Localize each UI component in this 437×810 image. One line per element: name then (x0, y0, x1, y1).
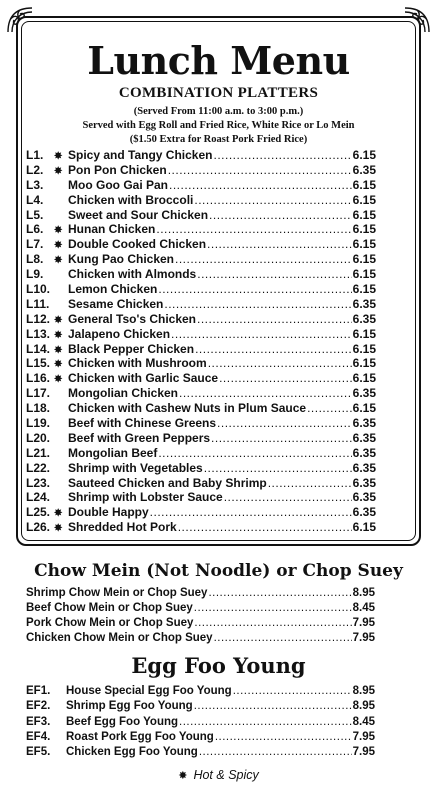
item-price: 6.15 (352, 222, 376, 237)
menu-item (26, 252, 376, 267)
item-name: Double Happy (68, 505, 149, 520)
hot-pepper-icon: ✸ (54, 523, 63, 535)
menu-item (26, 490, 376, 505)
item-price: 6.35 (352, 416, 376, 431)
item-price: 6.35 (352, 505, 376, 520)
item-price: 6.35 (352, 475, 376, 490)
item-price: 8.45 (352, 715, 375, 728)
dot-leader (175, 252, 352, 267)
item-price: 6.35 (352, 460, 376, 475)
menu-item (26, 342, 376, 357)
hot-pepper-icon: ✸ (54, 329, 63, 341)
chow-mein-title: Chow Mein (Not Noodle) or Chop Suey (34, 561, 403, 581)
hot-pepper-icon: ✸ (54, 359, 63, 371)
item-price: 6.35 (352, 296, 376, 311)
menu-item (26, 431, 376, 446)
menu-item (26, 715, 375, 730)
dot-leader (195, 342, 352, 357)
item-name: House Special Egg Foo Young (66, 685, 232, 697)
item-code: L6. (26, 222, 44, 237)
item-price: 6.35 (352, 490, 376, 505)
menu-item (26, 730, 375, 745)
item-price: 6.15 (352, 148, 376, 162)
item-price: 6.15 (352, 520, 376, 535)
item-name: Chicken with Cashew Nuts in Plum Sauce (68, 401, 307, 416)
hot-pepper-icon: ✸ (54, 314, 63, 326)
item-code: L1. (26, 148, 44, 162)
dot-leader (207, 237, 352, 252)
item-price: 6.15 (352, 267, 376, 282)
menu-item (26, 178, 376, 193)
item-price: 6.35 (352, 386, 376, 401)
served-hours-note: (Served From 11:00 a.m. to 3:00 p.m.) (133, 106, 304, 117)
dot-leader (158, 282, 351, 297)
extra-charge-note: ($1.50 Extra for Roast Pork Fried Rice) (129, 134, 308, 145)
item-name: Shrimp with Vegetables (68, 460, 203, 475)
item-name: Double Cooked Chicken (68, 237, 207, 252)
item-price: 6.35 (352, 162, 376, 177)
hot-pepper-icon: ✸ (54, 344, 63, 356)
item-name: Chicken with Mushroom (68, 356, 207, 371)
menu-item (26, 699, 375, 714)
item-price: 7.95 (352, 617, 375, 629)
item-name: Chicken with Almonds (68, 267, 197, 282)
item-price: 6.15 (352, 237, 376, 252)
dot-leader (156, 222, 351, 237)
menu-item (26, 684, 375, 699)
item-code: L18. (26, 401, 51, 416)
dot-leader (194, 699, 352, 714)
hot-pepper-icon: ✸ (54, 508, 63, 520)
item-code: L10. (26, 282, 51, 297)
hot-pepper-icon: ✸ (54, 225, 63, 237)
item-name: Moo Goo Gai Pan (68, 177, 169, 192)
item-code: L16. (26, 371, 51, 386)
item-price: 6.15 (352, 207, 376, 222)
item-price: 6.15 (352, 326, 376, 341)
item-code: L20. (26, 430, 51, 445)
item-name: Sesame Chicken (68, 296, 164, 311)
item-price: 8.95 (352, 587, 375, 599)
dot-leader (179, 715, 352, 730)
item-price: 8.45 (352, 602, 375, 614)
section-subtitle: COMBINATION PLATTERS (118, 85, 319, 101)
dot-leader (213, 148, 351, 163)
dot-leader (211, 431, 352, 446)
dot-leader (179, 386, 352, 401)
item-code: L24. (26, 490, 51, 505)
dot-leader (217, 416, 352, 431)
item-price: 6.15 (352, 252, 376, 267)
menu-item (26, 386, 376, 401)
item-name: Beef with Green Peppers (68, 430, 211, 445)
menu-item (26, 237, 376, 252)
item-price: 8.95 (352, 685, 375, 697)
menu-item (26, 745, 375, 760)
item-code: L12. (26, 311, 51, 326)
menu-item (26, 222, 376, 237)
item-name: Mongolian Chicken (68, 386, 179, 401)
item-code: L23. (26, 475, 51, 490)
corner-ornament-icon (6, 6, 34, 34)
item-price: 6.15 (352, 341, 376, 356)
item-code: L13. (26, 326, 51, 341)
item-name: Chicken Chow Mein or Chop Suey (26, 632, 213, 644)
menu-item (26, 520, 376, 535)
item-code: L17. (26, 386, 51, 401)
dot-leader (219, 371, 352, 386)
item-code: L4. (26, 192, 44, 207)
item-name: Kung Pao Chicken (68, 252, 175, 267)
item-name: Black Pepper Chicken (68, 341, 195, 356)
item-code: EF5. (26, 746, 51, 759)
item-price: 7.95 (352, 746, 375, 759)
item-code: L22. (26, 460, 51, 475)
item-name: Shredded Hot Pork (68, 520, 177, 535)
dot-leader (199, 745, 352, 760)
item-code: L25. (26, 505, 51, 520)
menu-item (26, 601, 375, 616)
item-code: L7. (26, 237, 44, 252)
menu-item (26, 371, 376, 386)
menu-item (26, 631, 375, 646)
item-code: L2. (26, 162, 44, 177)
item-price: 6.15 (352, 192, 376, 207)
item-code: EF4. (26, 730, 51, 743)
dot-leader (204, 461, 352, 476)
menu-item (26, 356, 376, 371)
item-name: Beef Egg Foo Young (66, 715, 179, 728)
legend (0, 768, 437, 782)
dot-leader (171, 327, 352, 342)
item-price: 8.95 (352, 700, 375, 713)
item-price: 6.15 (352, 356, 376, 371)
item-name: General Tso's Chicken (68, 311, 197, 326)
dot-leader (194, 601, 352, 616)
item-name: Sauteed Chicken and Baby Shrimp (68, 475, 267, 490)
dot-leader (233, 684, 352, 699)
item-code: L11. (26, 296, 50, 311)
lunch-menu-list (26, 148, 376, 535)
menu-item (26, 297, 376, 312)
item-price: 6.35 (352, 311, 376, 326)
item-code: L9. (26, 267, 44, 282)
dot-leader (208, 586, 351, 601)
dot-leader (150, 505, 352, 520)
item-code: L15. (26, 356, 51, 371)
item-code: L21. (26, 445, 51, 460)
menu-item (26, 193, 376, 208)
egg-foo-young-list (26, 684, 375, 760)
item-name: Sweet and Sour Chicken (68, 207, 209, 222)
item-price: 6.15 (352, 282, 376, 297)
item-name: Pon Pon Chicken (68, 162, 167, 177)
item-code: L19. (26, 416, 51, 431)
item-name: Beef Chow Mein or Chop Suey (26, 602, 193, 614)
dot-leader (215, 730, 352, 745)
menu-item (26, 163, 376, 178)
item-name: Lemon Chicken (68, 282, 158, 297)
hot-pepper-icon: ✸ (178, 770, 188, 782)
chow-mein-list (26, 586, 375, 646)
item-name: Beef with Chinese Greens (68, 416, 217, 431)
item-code: L3. (26, 177, 44, 192)
menu-item (26, 208, 376, 223)
dot-leader (208, 356, 352, 371)
item-code: L8. (26, 252, 44, 267)
item-price: 7.95 (352, 632, 375, 644)
legend-label: Hot & Spicy (193, 768, 259, 782)
item-price: 7.95 (352, 730, 375, 743)
corner-ornament-icon (403, 6, 431, 34)
menu-item (26, 312, 376, 327)
hot-pepper-icon: ✸ (54, 240, 63, 252)
menu-item (26, 586, 375, 601)
item-name: Shrimp Chow Mein or Chop Suey (26, 587, 208, 599)
dot-leader (307, 401, 352, 416)
menu-item (26, 416, 376, 431)
item-name: Hunan Chicken (68, 222, 156, 237)
menu-item (26, 505, 376, 520)
item-name: Chicken with Garlic Sauce (68, 371, 219, 386)
dot-leader (197, 267, 351, 282)
menu-item (26, 148, 376, 163)
egg-foo-young-title: Egg Foo Young (131, 653, 306, 678)
item-name: Mongolian Beef (68, 445, 158, 460)
item-code: L14. (26, 341, 51, 356)
item-name: Chicken Egg Foo Young (66, 746, 198, 759)
dot-leader (268, 476, 352, 491)
item-code: L26. (26, 520, 51, 535)
dot-leader (197, 312, 352, 327)
dot-leader (214, 631, 352, 646)
item-name: Shrimp with Lobster Sauce (68, 490, 223, 505)
item-price: 6.35 (352, 430, 376, 445)
hot-pepper-icon: ✸ (54, 151, 63, 162)
hot-pepper-icon: ✸ (54, 255, 63, 267)
menu-item (26, 616, 375, 631)
dot-leader (168, 163, 352, 178)
menu-item (26, 401, 376, 416)
item-name: Roast Pork Egg Foo Young (66, 730, 214, 743)
dot-leader (169, 178, 352, 193)
dot-leader (178, 520, 352, 535)
item-price: 6.15 (352, 401, 376, 416)
item-name: Pork Chow Mein or Chop Suey (26, 617, 194, 629)
item-name: Shrimp Egg Foo Young (66, 700, 193, 713)
item-name: Chicken with Broccoli (68, 192, 194, 207)
dot-leader (224, 490, 352, 505)
menu-item (26, 267, 376, 282)
item-price: 6.15 (352, 177, 376, 192)
menu-item (26, 282, 376, 297)
item-code: EF1. (26, 685, 51, 697)
menu-item (26, 327, 376, 342)
served-with-note: Served with Egg Roll and Fried Rice, White Rice or Lo Mein (82, 120, 355, 131)
menu-item (26, 446, 376, 461)
item-code: EF2. (26, 700, 51, 713)
item-name: Spicy and Tangy Chicken (68, 148, 213, 162)
hot-pepper-icon: ✸ (54, 374, 63, 386)
item-code: EF3. (26, 715, 51, 728)
item-name: Jalapeno Chicken (68, 326, 171, 341)
dot-leader (164, 297, 351, 312)
menu-item (26, 476, 376, 491)
page-title: Lunch Menu (87, 38, 350, 83)
dot-leader (158, 446, 351, 461)
dot-leader (194, 616, 351, 631)
dot-leader (194, 193, 351, 208)
item-price: 6.35 (352, 445, 376, 460)
hot-pepper-icon: ✸ (54, 165, 63, 177)
menu-item (26, 461, 376, 476)
item-code: L5. (26, 207, 44, 222)
item-price: 6.15 (352, 371, 376, 386)
dot-leader (209, 208, 352, 223)
